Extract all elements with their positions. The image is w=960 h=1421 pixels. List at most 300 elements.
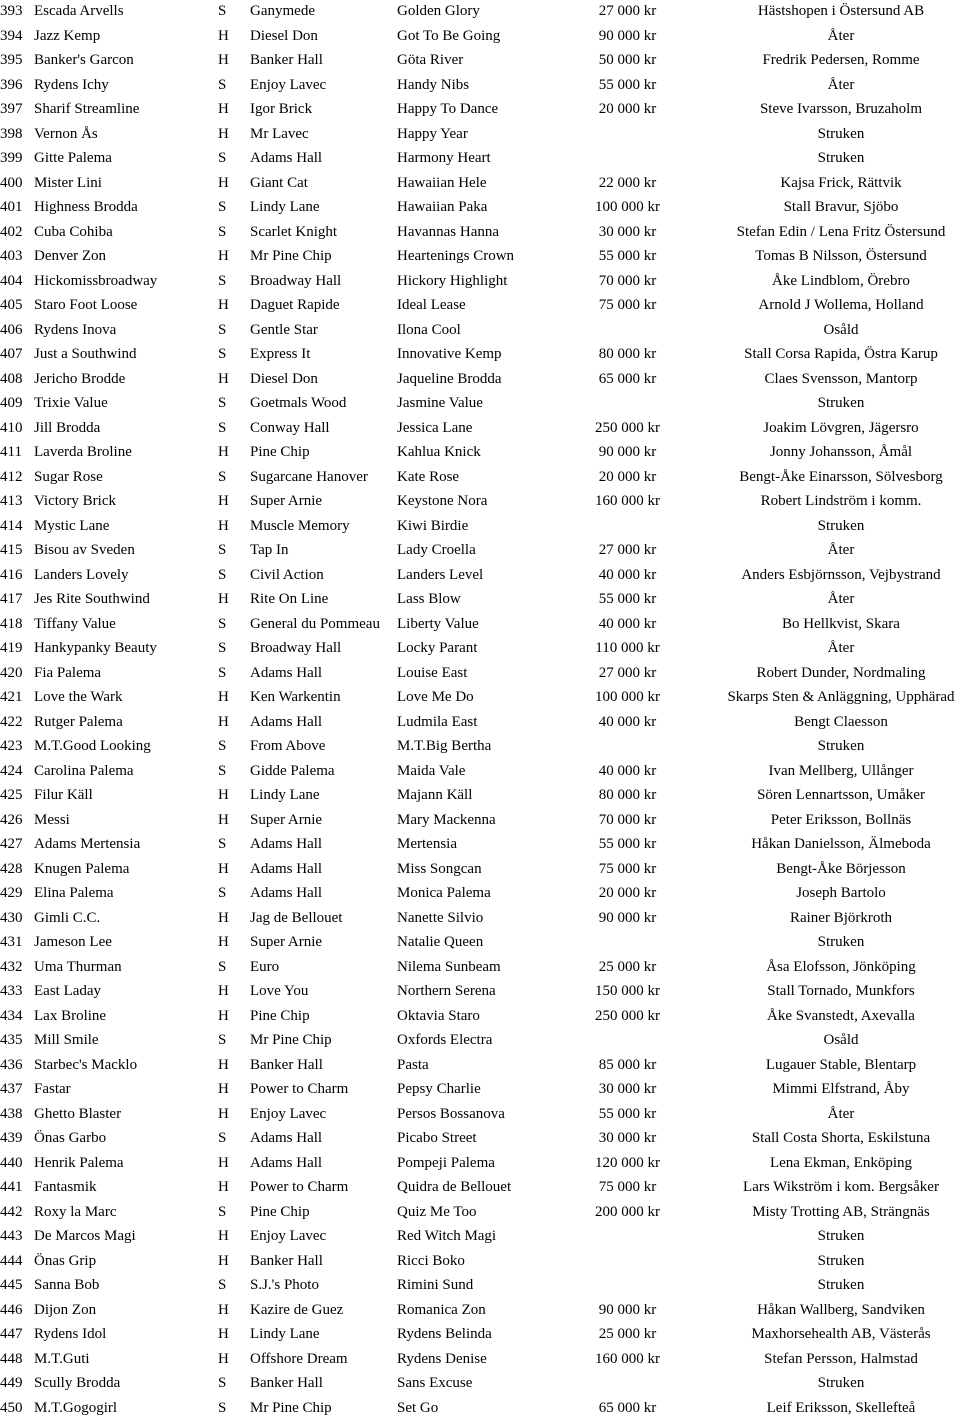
horse-sex: S [218,539,238,561]
buyer-or-status: Struken [705,392,960,414]
sire-name: Jag de Bellouet [250,907,390,929]
horse-name: Önas Grip [34,1250,214,1272]
lot-number: 428 [0,858,30,880]
horse-name: Jameson Lee [34,931,214,953]
dam-name: Kiwi Birdie [397,515,587,537]
horse-sex: H [218,515,238,537]
horse-sex: H [218,1176,238,1198]
table-row [0,1348,960,1373]
dam-name: Sans Excuse [397,1372,587,1394]
sire-name: Adams Hall [250,1127,390,1149]
table-row [0,1201,960,1226]
horse-name: Love the Wark [34,686,214,708]
sale-price: 90 000 kr [560,441,695,463]
lot-number: 401 [0,196,30,218]
horse-name: Jericho Brodde [34,368,214,390]
buyer-or-status: Hästshopen i Östersund AB [705,0,960,22]
sale-price: 55 000 kr [560,833,695,855]
sale-price: 90 000 kr [560,1299,695,1321]
lot-number: 406 [0,319,30,341]
horse-name: Starbec's Macklo [34,1054,214,1076]
sale-price: 55 000 kr [560,74,695,96]
horse-name: Landers Lovely [34,564,214,586]
table-row [0,980,960,1005]
dam-name: Mertensia [397,833,587,855]
horse-name: Fia Palema [34,662,214,684]
sire-name: Giant Cat [250,172,390,194]
sale-price: 85 000 kr [560,1054,695,1076]
horse-name: Jill Brodda [34,417,214,439]
buyer-or-status: Anders Esbjörnsson, Vejbystrand [705,564,960,586]
table-row [0,49,960,74]
dam-name: Locky Parant [397,637,587,659]
horse-name: East Laday [34,980,214,1002]
sale-price: 30 000 kr [560,1078,695,1100]
horse-name: Uma Thurman [34,956,214,978]
lot-number: 433 [0,980,30,1002]
lot-number: 430 [0,907,30,929]
sire-name: Diesel Don [250,368,390,390]
horse-sex: S [218,613,238,635]
table-row [0,98,960,123]
sire-name: Mr Pine Chip [250,245,390,267]
dam-name: Innovative Kemp [397,343,587,365]
dam-name: Hickory Highlight [397,270,587,292]
buyer-or-status: Stefan Edin / Lena Fritz Östersund [705,221,960,243]
dam-name: Jessica Lane [397,417,587,439]
sire-name: Scarlet Knight [250,221,390,243]
lot-number: 437 [0,1078,30,1100]
sale-price: 25 000 kr [560,956,695,978]
table-row [0,417,960,442]
sire-name: Lindy Lane [250,196,390,218]
sire-name: S.J.'s Photo [250,1274,390,1296]
lot-number: 446 [0,1299,30,1321]
table-row [0,319,960,344]
dam-name: Jasmine Value [397,392,587,414]
lot-number: 444 [0,1250,30,1272]
table-row [0,1127,960,1152]
buyer-or-status: Struken [705,1372,960,1394]
buyer-or-status: Peter Eriksson, Bollnäs [705,809,960,831]
buyer-or-status: Lena Ekman, Enköping [705,1152,960,1174]
buyer-or-status: Åter [705,588,960,610]
table-row [0,637,960,662]
buyer-or-status: Stall Bravur, Sjöbo [705,196,960,218]
horse-name: Adams Mertensia [34,833,214,855]
horse-sex: H [218,123,238,145]
sire-name: Power to Charm [250,1078,390,1100]
dam-name: Rydens Denise [397,1348,587,1370]
lot-number: 418 [0,613,30,635]
sale-price: 50 000 kr [560,49,695,71]
lot-number: 404 [0,270,30,292]
lot-number: 423 [0,735,30,757]
sale-price: 27 000 kr [560,539,695,561]
dam-name: Liberty Value [397,613,587,635]
table-row [0,613,960,638]
horse-name: Staro Foot Loose [34,294,214,316]
buyer-or-status: Bo Hellkvist, Skara [705,613,960,635]
sire-name: Ganymede [250,0,390,22]
dam-name: Lass Blow [397,588,587,610]
table-row [0,956,960,981]
sire-name: Pine Chip [250,1201,390,1223]
buyer-or-status: Robert Lindström i komm. [705,490,960,512]
sire-name: Super Arnie [250,490,390,512]
horse-sex: S [218,221,238,243]
horse-name: Önas Garbo [34,1127,214,1149]
sale-price: 20 000 kr [560,882,695,904]
horse-sex: S [218,882,238,904]
table-row [0,294,960,319]
dam-name: Quidra de Bellouet [397,1176,587,1198]
lot-number: 445 [0,1274,30,1296]
buyer-or-status: Steve Ivarsson, Bruzaholm [705,98,960,120]
lot-number: 400 [0,172,30,194]
sire-name: Adams Hall [250,1152,390,1174]
table-row [0,1054,960,1079]
dam-name: Ludmila East [397,711,587,733]
sale-price: 120 000 kr [560,1152,695,1174]
buyer-or-status: Åke Svanstedt, Axevalla [705,1005,960,1027]
buyer-or-status: Arnold J Wollema, Holland [705,294,960,316]
horse-sex: H [218,711,238,733]
table-row [0,270,960,295]
lot-number: 393 [0,0,30,22]
dam-name: Oktavia Staro [397,1005,587,1027]
horse-name: Carolina Palema [34,760,214,782]
dam-name: Kate Rose [397,466,587,488]
table-row [0,466,960,491]
table-row [0,147,960,172]
lot-number: 410 [0,417,30,439]
horse-sex: S [218,417,238,439]
buyer-or-status: Stall Costa Shorta, Eskilstuna [705,1127,960,1149]
horse-sex: H [218,907,238,929]
lot-number: 420 [0,662,30,684]
dam-name: Keystone Nora [397,490,587,512]
sire-name: Adams Hall [250,882,390,904]
dam-name: Handy Nibs [397,74,587,96]
buyer-or-status: Joseph Bartolo [705,882,960,904]
lot-number: 424 [0,760,30,782]
horse-name: Messi [34,809,214,831]
horse-name: Mister Lini [34,172,214,194]
buyer-or-status: Stall Corsa Rapida, Östra Karup [705,343,960,365]
sire-name: Lindy Lane [250,1323,390,1345]
sire-name: Kazire de Guez [250,1299,390,1321]
horse-name: Rydens Ichy [34,74,214,96]
buyer-or-status: Claes Svensson, Mantorp [705,368,960,390]
sire-name: Pine Chip [250,1005,390,1027]
lot-number: 409 [0,392,30,414]
sale-price: 80 000 kr [560,784,695,806]
buyer-or-status: Sören Lennartsson, Umåker [705,784,960,806]
sale-price: 150 000 kr [560,980,695,1002]
table-row [0,833,960,858]
horse-sex: H [218,1005,238,1027]
sire-name: Adams Hall [250,833,390,855]
sire-name: Banker Hall [250,1054,390,1076]
horse-sex: S [218,1201,238,1223]
dam-name: Landers Level [397,564,587,586]
horse-name: Highness Brodda [34,196,214,218]
dam-name: Kahlua Knick [397,441,587,463]
sale-price: 70 000 kr [560,809,695,831]
sire-name: Muscle Memory [250,515,390,537]
sale-price: 75 000 kr [560,1176,695,1198]
table-row [0,343,960,368]
sire-name: Banker Hall [250,1372,390,1394]
buyer-or-status: Misty Trotting AB, Strängnäs [705,1201,960,1223]
lot-number: 408 [0,368,30,390]
lot-number: 441 [0,1176,30,1198]
dam-name: Maida Vale [397,760,587,782]
sale-price: 22 000 kr [560,172,695,194]
dam-name: Golden Glory [397,0,587,22]
sire-name: Adams Hall [250,711,390,733]
lot-number: 395 [0,49,30,71]
table-row [0,368,960,393]
horse-name: M.T.Good Looking [34,735,214,757]
lot-number: 442 [0,1201,30,1223]
table-row [0,25,960,50]
table-row [0,245,960,270]
horse-name: Jazz Kemp [34,25,214,47]
table-row [0,1176,960,1201]
horse-name: Mill Smile [34,1029,214,1051]
lot-number: 447 [0,1323,30,1345]
lot-number: 432 [0,956,30,978]
horse-sex: H [218,1054,238,1076]
table-row [0,539,960,564]
buyer-or-status: Struken [705,1225,960,1247]
table-row [0,0,960,25]
horse-sex: S [218,760,238,782]
horse-sex: S [218,392,238,414]
table-row [0,74,960,99]
table-row [0,564,960,589]
lot-number: 407 [0,343,30,365]
horse-sex: H [218,49,238,71]
dam-name: Hawaiian Paka [397,196,587,218]
horse-sex: H [218,1152,238,1174]
dam-name: Ricci Boko [397,1250,587,1272]
horse-sex: S [218,319,238,341]
horse-sex: S [218,662,238,684]
sale-price: 200 000 kr [560,1201,695,1223]
horse-name: Knugen Palema [34,858,214,880]
lot-number: 439 [0,1127,30,1149]
buyer-or-status: Struken [705,1274,960,1296]
buyer-or-status: Åke Lindblom, Örebro [705,270,960,292]
horse-name: Mystic Lane [34,515,214,537]
table-row [0,123,960,148]
horse-sex: S [218,74,238,96]
dam-name: Harmony Heart [397,147,587,169]
lot-number: 394 [0,25,30,47]
buyer-or-status: Skarps Sten & Anläggning, Upphärad [705,686,960,708]
table-row [0,735,960,760]
horse-sex: H [218,294,238,316]
horse-sex: H [218,245,238,267]
buyer-or-status: Kajsa Frick, Rättvik [705,172,960,194]
buyer-or-status: Håkan Danielsson, Älmeboda [705,833,960,855]
horse-sex: S [218,466,238,488]
dam-name: Picabo Street [397,1127,587,1149]
sire-name: Rite On Line [250,588,390,610]
lot-number: 434 [0,1005,30,1027]
buyer-or-status: Bengt-Åke Börjesson [705,858,960,880]
dam-name: Pasta [397,1054,587,1076]
horse-sex: S [218,637,238,659]
table-row [0,1274,960,1299]
horse-name: Hankypanky Beauty [34,637,214,659]
sale-price: 55 000 kr [560,245,695,267]
sale-price: 80 000 kr [560,343,695,365]
dam-name: Set Go [397,1397,587,1419]
buyer-or-status: Fredrik Pedersen, Romme [705,49,960,71]
table-row [0,882,960,907]
lot-number: 417 [0,588,30,610]
dam-name: Quiz Me Too [397,1201,587,1223]
dam-name: Red Witch Magi [397,1225,587,1247]
buyer-or-status: Ivan Mellberg, Ullånger [705,760,960,782]
horse-name: Escada Arvells [34,0,214,22]
sire-name: Gidde Palema [250,760,390,782]
sire-name: Adams Hall [250,147,390,169]
sire-name: Express It [250,343,390,365]
lot-number: 450 [0,1397,30,1419]
sire-name: Goetmals Wood [250,392,390,414]
dam-name: Rimini Sund [397,1274,587,1296]
lot-number: 411 [0,441,30,463]
sale-price: 55 000 kr [560,1103,695,1125]
sire-name: Adams Hall [250,858,390,880]
horse-name: Fastar [34,1078,214,1100]
dam-name: Nanette Silvio [397,907,587,929]
sire-name: General du Pommeau [250,613,390,635]
lot-number: 419 [0,637,30,659]
buyer-or-status: Struken [705,147,960,169]
table-row [0,907,960,932]
horse-name: Bisou av Sveden [34,539,214,561]
buyer-or-status: Struken [705,1250,960,1272]
horse-name: Lax Broline [34,1005,214,1027]
horse-sex: S [218,564,238,586]
dam-name: Jaqueline Brodda [397,368,587,390]
lot-number: 436 [0,1054,30,1076]
sire-name: Euro [250,956,390,978]
horse-sex: S [218,147,238,169]
table-row [0,1152,960,1177]
horse-name: Rydens Idol [34,1323,214,1345]
table-row [0,1103,960,1128]
buyer-or-status: Robert Dunder, Nordmaling [705,662,960,684]
dam-name: Heartenings Crown [397,245,587,267]
lot-number: 403 [0,245,30,267]
dam-name: Monica Palema [397,882,587,904]
dam-name: Majann Käll [397,784,587,806]
horse-sex: H [218,25,238,47]
sire-name: Daguet Rapide [250,294,390,316]
sire-name: Ken Warkentin [250,686,390,708]
horse-sex: H [218,172,238,194]
sire-name: Civil Action [250,564,390,586]
sale-price: 27 000 kr [560,0,695,22]
sire-name: Igor Brick [250,98,390,120]
sire-name: Conway Hall [250,417,390,439]
buyer-or-status: Joakim Lövgren, Jägersro [705,417,960,439]
sale-price: 100 000 kr [560,196,695,218]
sale-price: 110 000 kr [560,637,695,659]
lot-number: 448 [0,1348,30,1370]
dam-name: Pompeji Palema [397,1152,587,1174]
sale-price: 75 000 kr [560,294,695,316]
lot-number: 443 [0,1225,30,1247]
sire-name: Diesel Don [250,25,390,47]
buyer-or-status: Struken [705,735,960,757]
horse-name: M.T.Guti [34,1348,214,1370]
horse-name: Cuba Cohiba [34,221,214,243]
sire-name: Broadway Hall [250,637,390,659]
horse-name: Just a Southwind [34,343,214,365]
sale-price: 65 000 kr [560,368,695,390]
table-row [0,392,960,417]
dam-name: Havannas Hanna [397,221,587,243]
lot-number: 438 [0,1103,30,1125]
dam-name: Happy To Dance [397,98,587,120]
dam-name: Northern Serena [397,980,587,1002]
horse-sex: S [218,1372,238,1394]
table-row [0,1250,960,1275]
horse-name: Sugar Rose [34,466,214,488]
horse-name: Henrik Palema [34,1152,214,1174]
sire-name: Enjoy Lavec [250,1103,390,1125]
sire-name: Mr Pine Chip [250,1029,390,1051]
horse-sex: S [218,1127,238,1149]
horse-sex: H [218,809,238,831]
buyer-or-status: Åter [705,74,960,96]
horse-name: Scully Brodda [34,1372,214,1394]
horse-name: Laverda Broline [34,441,214,463]
buyer-or-status: Bengt Claesson [705,711,960,733]
sire-name: Broadway Hall [250,270,390,292]
table-row [0,515,960,540]
dam-name: Miss Songcan [397,858,587,880]
sale-price: 20 000 kr [560,98,695,120]
dam-name: Mary Mackenna [397,809,587,831]
horse-name: Denver Zon [34,245,214,267]
horse-sex: S [218,196,238,218]
lot-number: 426 [0,809,30,831]
table-row [0,711,960,736]
horse-sex: H [218,784,238,806]
horse-name: Jes Rite Southwind [34,588,214,610]
buyer-or-status: Håkan Wallberg, Sandviken [705,1299,960,1321]
buyer-or-status: Åsa Elofsson, Jönköping [705,956,960,978]
horse-sex: H [218,1299,238,1321]
sire-name: Mr Lavec [250,123,390,145]
sale-price: 250 000 kr [560,417,695,439]
lot-number: 435 [0,1029,30,1051]
sire-name: From Above [250,735,390,757]
horse-sex: H [218,1225,238,1247]
dam-name: Natalie Queen [397,931,587,953]
horse-name: Gitte Palema [34,147,214,169]
sale-price: 160 000 kr [560,1348,695,1370]
